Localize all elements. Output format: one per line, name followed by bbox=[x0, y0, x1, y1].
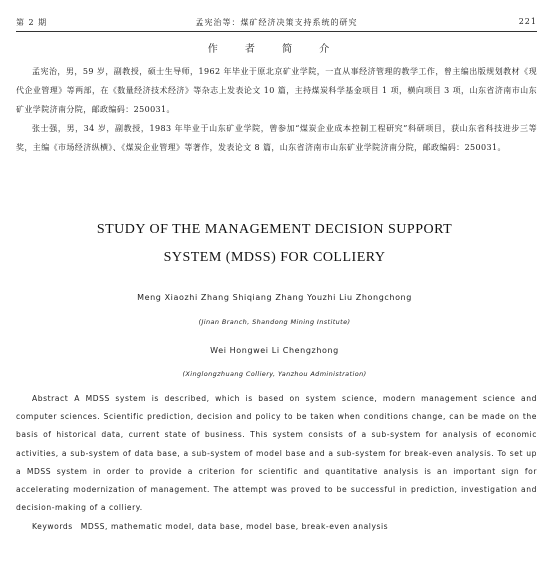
abstract-text: A MDSS system is described, which is based on system science, modern management science and computer sciences. Scientific prediction, decision and policy to be taken when conditions change, can be made on the basis of historical data, current state of business. This system consists of a sub-system for analysis of economic activities, a sub-system of data base, a sub-system of model base and a sub-system for break-even analysis. To set up a MDSS system in order to provide a criterion for scientific and quantitative analysis is an important sign for accelerating modernization of management. The attempt was proved to be successful in prediction, investigation and decision-making of a colliery. bbox=[16, 394, 537, 513]
affiliation-2: (Xinglongzhuang Colliery, Yanzhou Administration) bbox=[182, 370, 367, 378]
running-title: 孟宪治等：煤矿经济决策支持系统的研究 bbox=[195, 18, 358, 27]
header-rule bbox=[16, 31, 537, 32]
paper-title-line-1: STUDY OF THE MANAGEMENT DECISION SUPPORT bbox=[96, 222, 453, 237]
author-bio-2: 张士强，男，34 岁，副教授，1983 年毕业于山东矿业学院，曾参加“煤炭企业成本控制工程研究”科研项目，获山东省科技进步三等奖，主编《市场经济纵横》、《煤炭企业管理》等著作，发表论文 8 篇，山东省济南市山东矿业学院济南分院，邮政编码：250031。 bbox=[16, 124, 537, 152]
author-bio-1: 孟宪治，男，59 岁，副教授，硕士生导师，1962 年毕业于原北京矿业学院，一直从事经济管理的教学工作，曾主编出版规划教材《现代企业管理》等两部，在《数量经济技术经济》等杂志上发表论文 10 篇，主持煤炭科学基金项目 1 项，横向项目 3 项，山东省济南市山东矿业学院济南分院，邮政编码：250031。 bbox=[16, 67, 537, 114]
keywords bbox=[32, 522, 537, 531]
issue-number: 第 2 期 bbox=[16, 18, 48, 27]
keywords-text: MDSS, mathematic model, data base, model base, break-even analysis bbox=[80, 522, 389, 531]
keywords-label: Keywords bbox=[32, 522, 73, 531]
abstract bbox=[16, 390, 537, 517]
affiliation-1: (Jinan Branch, Shandong Mining Institute) bbox=[198, 318, 351, 326]
authors-group-1: Meng Xiaozhi Zhang Shiqiang Zhang Youzhi Liu Zhongchong bbox=[137, 293, 412, 302]
running-header bbox=[16, 17, 537, 31]
authors-group-2: Wei Hongwei Li Chengzhong bbox=[210, 346, 339, 355]
page-number: 221 bbox=[518, 17, 537, 26]
abstract-label: Abstract bbox=[32, 394, 69, 403]
author-section-heading: 作 者 简 介 bbox=[207, 44, 342, 55]
paper-title-line-2: SYSTEM (MDSS) FOR COLLIERY bbox=[163, 250, 386, 265]
